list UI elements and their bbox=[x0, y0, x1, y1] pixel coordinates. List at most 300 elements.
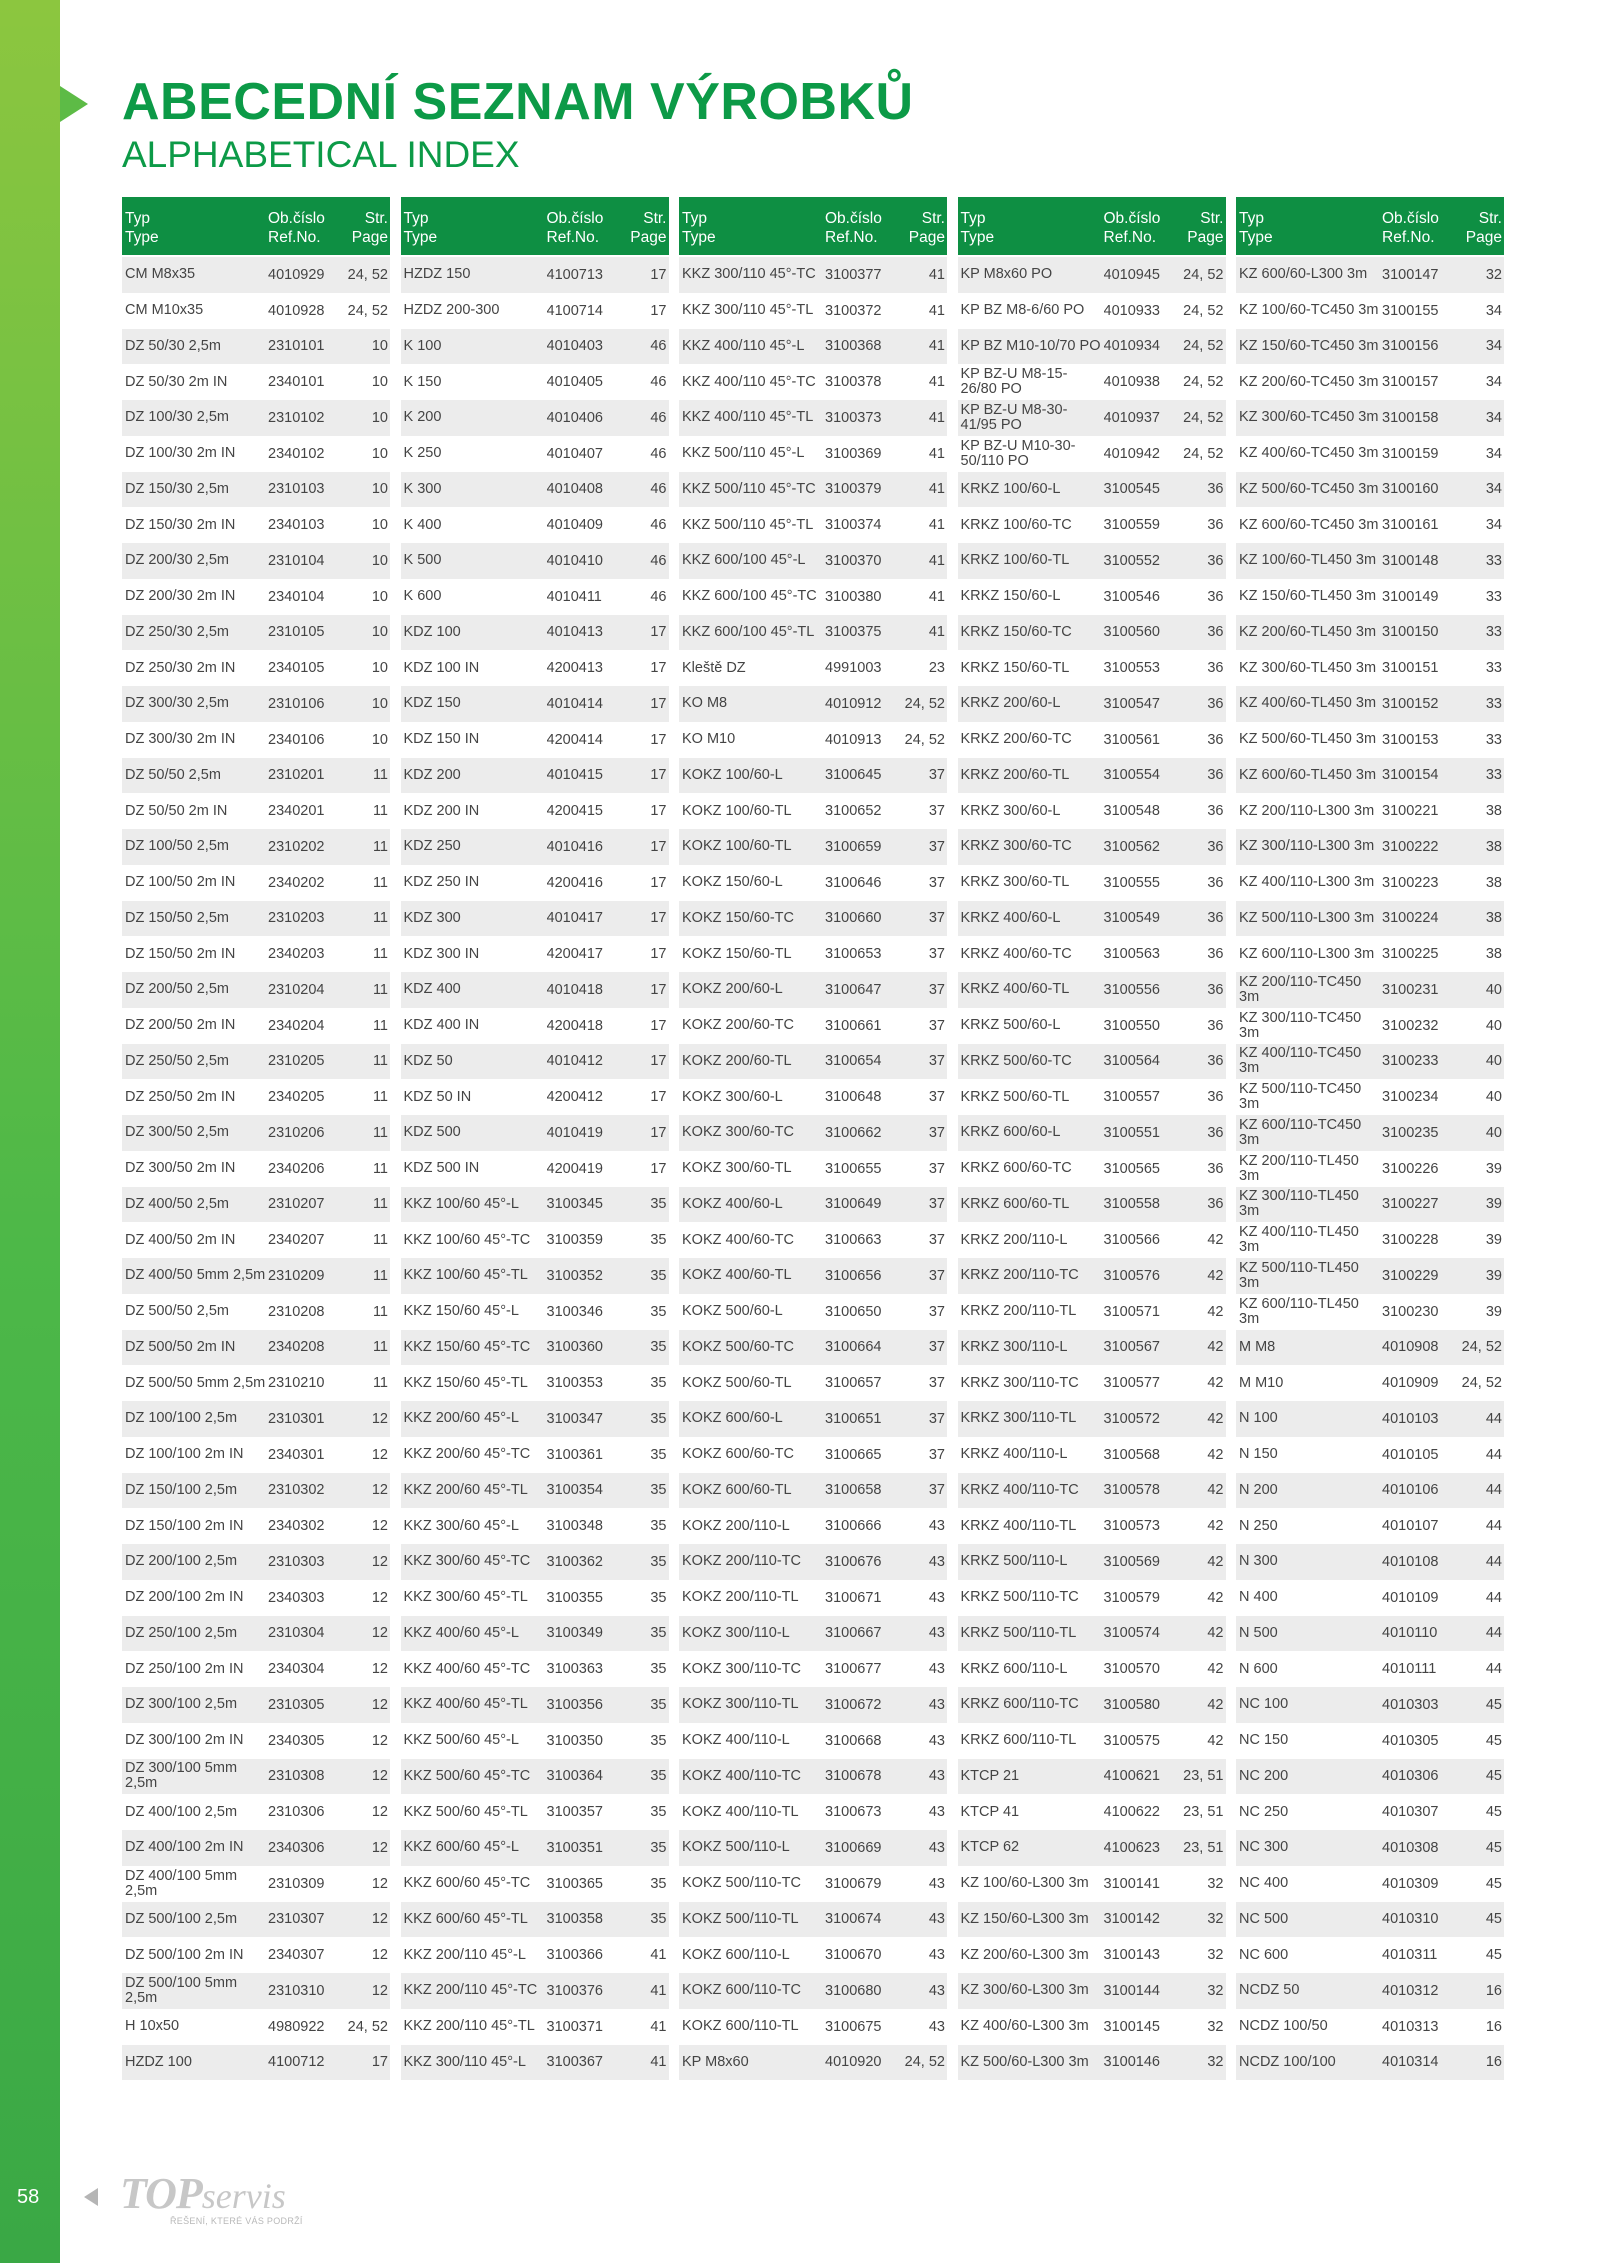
page-ref: 42 bbox=[1207, 1446, 1224, 1463]
page-ref: 44 bbox=[1485, 1482, 1502, 1499]
ref-number: 4010942 bbox=[1103, 445, 1160, 462]
product-type: DZ 500/100 2m IN bbox=[125, 1947, 244, 1963]
page-ref: 12 bbox=[371, 1804, 388, 1821]
page-ref: 11 bbox=[372, 1375, 388, 1392]
product-type: NCDZ 50 bbox=[1239, 1983, 1300, 1999]
table-row bbox=[958, 1794, 1226, 1830]
table-row bbox=[958, 1866, 1226, 1902]
product-type: N 600 bbox=[1239, 1661, 1278, 1677]
table-row bbox=[679, 686, 947, 722]
page-ref: 37 bbox=[928, 767, 945, 784]
table-row bbox=[679, 1973, 947, 2009]
ref-number: 3100367 bbox=[546, 2054, 603, 2071]
page-ref: 17 bbox=[650, 1089, 667, 1106]
table-row bbox=[1236, 1365, 1504, 1401]
ref-number: 4010913 bbox=[825, 731, 882, 748]
page-ref: 37 bbox=[928, 946, 945, 963]
ref-number: 4010303 bbox=[1382, 1696, 1439, 1713]
product-type: KDZ 500 IN bbox=[403, 1161, 480, 1177]
page-ref: 36 bbox=[1207, 1089, 1224, 1106]
ref-number: 2340303 bbox=[268, 1589, 325, 1606]
ref-number: 3100657 bbox=[825, 1375, 882, 1392]
page-ref: 46 bbox=[650, 445, 667, 462]
page-ref: 37 bbox=[928, 1196, 945, 1213]
product-type: DZ 400/100 2m IN bbox=[125, 1840, 244, 1856]
ref-number: 3100580 bbox=[1103, 1696, 1160, 1713]
page-ref: 35 bbox=[650, 1804, 667, 1821]
product-type: KKZ 100/60 45°-TC bbox=[403, 1232, 531, 1248]
ref-number: 2340208 bbox=[268, 1339, 325, 1356]
table-row bbox=[122, 1759, 390, 1795]
page-ref: 37 bbox=[928, 1124, 945, 1141]
page-ref: 24, 52 bbox=[1183, 302, 1224, 319]
page-ref: 17 bbox=[650, 767, 667, 784]
table-row bbox=[679, 329, 947, 365]
page-ref: 35 bbox=[650, 1410, 667, 1427]
table-row bbox=[401, 1365, 669, 1401]
product-type: KZ 600/110-TC450 3m bbox=[1239, 1117, 1362, 1148]
product-type: KP M8x60 bbox=[682, 2054, 749, 2070]
header-label: Str. bbox=[364, 210, 388, 227]
page-ref: 24, 52 bbox=[1183, 445, 1224, 462]
page-ref: 35 bbox=[650, 1661, 667, 1678]
ref-number: 2340105 bbox=[268, 660, 325, 677]
page-ref: 17 bbox=[650, 266, 667, 283]
table-row bbox=[401, 507, 669, 543]
ref-number: 3100377 bbox=[825, 266, 882, 283]
product-type: KOKZ 500/60-TC bbox=[682, 1339, 795, 1355]
page-ref: 11 bbox=[372, 981, 388, 998]
product-type: DZ 100/50 2,5m bbox=[125, 839, 229, 855]
ref-number: 3100545 bbox=[1103, 481, 1160, 498]
header-page bbox=[1460, 209, 1504, 255]
ref-number: 2310301 bbox=[268, 1410, 325, 1427]
product-type: DZ 50/50 2,5m bbox=[125, 767, 221, 783]
product-type: NC 150 bbox=[1239, 1733, 1289, 1749]
header-label: Type bbox=[960, 229, 995, 246]
product-type: DZ 400/100 5mm 2,5m bbox=[125, 1868, 238, 1899]
page-ref: 43 bbox=[928, 1804, 945, 1821]
header-type bbox=[122, 209, 268, 255]
page-ref: 11 bbox=[372, 838, 388, 855]
ref-number: 3100670 bbox=[825, 1947, 882, 1964]
page-ref: 42 bbox=[1207, 1625, 1224, 1642]
header-label: Type bbox=[403, 229, 438, 246]
page-ref: 24, 52 bbox=[1183, 374, 1224, 391]
page-ref: 35 bbox=[650, 1589, 667, 1606]
table-row bbox=[679, 1723, 947, 1759]
page-ref: 42 bbox=[1207, 1661, 1224, 1678]
ref-number: 4010415 bbox=[546, 767, 603, 784]
ref-number: 3100553 bbox=[1103, 660, 1160, 677]
page-ref: 11 bbox=[372, 874, 388, 891]
page-ref: 36 bbox=[1207, 517, 1224, 534]
table-row bbox=[679, 1044, 947, 1080]
ref-number: 3100658 bbox=[825, 1482, 882, 1499]
ref-number: 3100558 bbox=[1103, 1196, 1160, 1213]
page-ref: 23, 51 bbox=[1183, 1768, 1224, 1785]
product-type: KDZ 50 bbox=[403, 1053, 453, 1069]
product-type: KTCP 21 bbox=[960, 1768, 1020, 1784]
ref-number: 2340206 bbox=[268, 1160, 325, 1177]
product-type: KOKZ 400/110-L bbox=[682, 1733, 790, 1749]
page-ref: 16 bbox=[1485, 2018, 1502, 2035]
product-type: KKZ 200/60 45°-TL bbox=[403, 1482, 528, 1498]
table-row bbox=[679, 722, 947, 758]
ref-number: 3100351 bbox=[546, 1839, 603, 1856]
page-ref: 34 bbox=[1485, 374, 1502, 391]
table-row bbox=[1236, 1580, 1504, 1616]
table-row bbox=[401, 1723, 669, 1759]
page-ref: 24, 52 bbox=[904, 2054, 945, 2071]
ref-number: 3100222 bbox=[1382, 838, 1439, 855]
table-row bbox=[122, 257, 390, 293]
product-type: KRKZ 300/110-L bbox=[960, 1339, 1068, 1355]
product-type: KKZ 200/110 45°-TC bbox=[403, 1983, 538, 1999]
ref-number: 3100234 bbox=[1382, 1089, 1439, 1106]
product-type: DZ 500/100 2,5m bbox=[125, 1911, 238, 1927]
ref-number: 4010938 bbox=[1103, 374, 1160, 391]
header-ref-no bbox=[1104, 209, 1182, 255]
product-type: KRKZ 500/110-TC bbox=[960, 1590, 1079, 1606]
table-row bbox=[122, 293, 390, 329]
page-ref: 41 bbox=[928, 624, 945, 641]
product-type: KRKZ 200/60-TL bbox=[960, 767, 1070, 783]
product-type: KRKZ 600/110-TC bbox=[960, 1697, 1079, 1713]
table-row bbox=[958, 1008, 1226, 1044]
ref-number: 4100712 bbox=[268, 2054, 325, 2071]
ref-number: 3100673 bbox=[825, 1804, 882, 1821]
ref-number: 3100150 bbox=[1382, 624, 1439, 641]
page-ref: 44 bbox=[1485, 1589, 1502, 1606]
table-row bbox=[122, 1651, 390, 1687]
table-row bbox=[1236, 758, 1504, 794]
table-row bbox=[679, 543, 947, 579]
product-type: NC 600 bbox=[1239, 1947, 1289, 1963]
table-row bbox=[401, 329, 669, 365]
ref-number: 3100562 bbox=[1103, 838, 1160, 855]
page-ref: 32 bbox=[1207, 2054, 1224, 2071]
page-ref: 36 bbox=[1207, 1017, 1224, 1034]
table-row bbox=[679, 1473, 947, 1509]
page-ref: 44 bbox=[1485, 1518, 1502, 1535]
page-ref: 37 bbox=[928, 1375, 945, 1392]
table-row bbox=[958, 329, 1226, 365]
ref-number: 2310103 bbox=[268, 481, 325, 498]
page-ref: 40 bbox=[1485, 1124, 1502, 1141]
table-row bbox=[1236, 257, 1504, 293]
page-ref: 12 bbox=[371, 1589, 388, 1606]
table-row bbox=[1236, 1401, 1504, 1437]
table-row bbox=[401, 579, 669, 615]
product-type: KKZ 200/110 45°-TL bbox=[403, 2019, 535, 2035]
header-ref-no bbox=[268, 209, 346, 255]
page-ref: 42 bbox=[1207, 1553, 1224, 1570]
page-ref: 10 bbox=[371, 374, 388, 391]
ref-number: 4200417 bbox=[546, 946, 603, 963]
page-ref: 24, 52 bbox=[1461, 1375, 1502, 1392]
product-type: KOKZ 400/60-TC bbox=[682, 1232, 795, 1248]
ref-number: 3100146 bbox=[1103, 2054, 1160, 2071]
header-label: Ob.číslo bbox=[1382, 210, 1439, 227]
product-type: KOKZ 400/110-TC bbox=[682, 1768, 802, 1784]
header-type bbox=[958, 209, 1104, 255]
table-row bbox=[679, 650, 947, 686]
ref-number: 3100357 bbox=[546, 1804, 603, 1821]
table-row bbox=[1236, 472, 1504, 508]
ref-number: 3100667 bbox=[825, 1625, 882, 1642]
product-type: KOKZ 500/60-TL bbox=[682, 1375, 792, 1391]
page-ref: 33 bbox=[1485, 731, 1502, 748]
product-type: HZDZ 150 bbox=[403, 267, 471, 283]
table-row bbox=[401, 1759, 669, 1795]
ref-number: 3100156 bbox=[1382, 338, 1439, 355]
table-row bbox=[401, 615, 669, 651]
index-column bbox=[1236, 197, 1504, 2080]
ref-number: 3100564 bbox=[1103, 1053, 1160, 1070]
page-ref: 24, 52 bbox=[1183, 266, 1224, 283]
product-type: KKZ 600/100 45°-TL bbox=[682, 624, 815, 640]
header-label: Type bbox=[1239, 229, 1273, 246]
ref-number: 4010311 bbox=[1382, 1947, 1438, 1964]
ref-number: 3100346 bbox=[546, 1303, 603, 1320]
table-row bbox=[958, 1651, 1226, 1687]
product-type: DZ 300/30 2m IN bbox=[125, 732, 236, 748]
ref-number: 2310101 bbox=[268, 338, 325, 355]
product-type: NC 100 bbox=[1239, 1697, 1289, 1713]
table-row bbox=[679, 901, 947, 937]
table-row bbox=[679, 1187, 947, 1223]
page-ref: 45 bbox=[1485, 1911, 1502, 1928]
table-row bbox=[122, 579, 390, 615]
ref-number: 2340306 bbox=[268, 1839, 325, 1856]
ref-number: 2340203 bbox=[268, 946, 325, 963]
ref-number: 3100373 bbox=[825, 409, 882, 426]
logo-slogan: ŘEŠENÍ, KTERÉ VÁS PODRŽÍ bbox=[170, 2216, 303, 2226]
table-row bbox=[401, 1508, 669, 1544]
table-row bbox=[679, 1866, 947, 1902]
table-row bbox=[1236, 400, 1504, 436]
table-row bbox=[122, 686, 390, 722]
ref-number: 3100159 bbox=[1382, 445, 1439, 462]
page-ref: 33 bbox=[1485, 624, 1502, 641]
page-ref: 43 bbox=[928, 1839, 945, 1856]
page-ref: 43 bbox=[928, 1518, 945, 1535]
table-row bbox=[958, 507, 1226, 543]
ref-number: 4010403 bbox=[546, 338, 603, 355]
ref-number: 3100221 bbox=[1382, 803, 1439, 820]
ref-number: 2310201 bbox=[268, 767, 325, 784]
ref-number: 4200419 bbox=[546, 1160, 603, 1177]
ref-number: 4991003 bbox=[825, 660, 882, 677]
product-type: KZ 400/60-TC450 3m bbox=[1239, 446, 1379, 462]
ref-number: 4010108 bbox=[1382, 1553, 1439, 1570]
table-row bbox=[958, 793, 1226, 829]
page-ref: 11 bbox=[372, 1267, 388, 1284]
header-label: Ob.číslo bbox=[825, 210, 882, 227]
ref-number: 3100155 bbox=[1382, 302, 1439, 319]
ref-number: 2310105 bbox=[268, 624, 325, 641]
table-row bbox=[679, 1544, 947, 1580]
table-row bbox=[401, 972, 669, 1008]
product-type: KRKZ 400/60-TC bbox=[960, 946, 1072, 962]
table-row bbox=[122, 543, 390, 579]
product-type: KZ 300/110-L300 3m bbox=[1239, 839, 1375, 855]
page-ref: 36 bbox=[1207, 481, 1224, 498]
ref-number: 4100621 bbox=[1103, 1768, 1160, 1785]
page-ref: 41 bbox=[650, 1947, 667, 1964]
page-ref: 43 bbox=[928, 1696, 945, 1713]
page-ref: 11 bbox=[372, 1124, 388, 1141]
ref-number: 3100149 bbox=[1382, 588, 1439, 605]
ref-number: 3100651 bbox=[825, 1410, 882, 1427]
table-row bbox=[958, 1902, 1226, 1938]
table-row bbox=[401, 865, 669, 901]
product-type: KZ 400/110-L300 3m bbox=[1239, 875, 1375, 891]
table-row bbox=[401, 901, 669, 937]
table-row bbox=[401, 1330, 669, 1366]
page-number: 58 bbox=[17, 2186, 40, 2208]
page-ref: 17 bbox=[650, 1124, 667, 1141]
product-type: KKZ 100/60 45°-L bbox=[403, 1196, 519, 1212]
page-ref: 46 bbox=[650, 588, 667, 605]
table-row bbox=[401, 1187, 669, 1223]
page-ref: 36 bbox=[1207, 624, 1224, 641]
page-ref: 12 bbox=[371, 1625, 388, 1642]
page-ref: 41 bbox=[928, 266, 945, 283]
page-ref: 10 bbox=[371, 660, 388, 677]
table-row bbox=[401, 1902, 669, 1938]
table-row bbox=[1236, 1187, 1504, 1223]
table-header bbox=[679, 197, 947, 255]
header-page bbox=[346, 209, 390, 255]
page-ref: 12 bbox=[371, 1661, 388, 1678]
product-type: NCDZ 100/100 bbox=[1239, 2054, 1336, 2070]
ref-number: 4010908 bbox=[1382, 1339, 1439, 1356]
page-ref: 24, 52 bbox=[347, 302, 388, 319]
table-row bbox=[679, 364, 947, 400]
product-type: DZ 300/50 2m IN bbox=[125, 1161, 236, 1177]
ref-number: 3100144 bbox=[1103, 1982, 1160, 1999]
table-row bbox=[679, 615, 947, 651]
ref-number: 2340205 bbox=[268, 1089, 325, 1106]
product-type: KZ 400/60-L300 3m bbox=[960, 2019, 1089, 2035]
product-type: KOKZ 300/60-L bbox=[682, 1089, 783, 1105]
product-type: N 150 bbox=[1239, 1447, 1278, 1463]
table-row bbox=[1236, 1437, 1504, 1473]
table-row bbox=[122, 829, 390, 865]
product-type: KOKZ 600/60-L bbox=[682, 1411, 783, 1427]
table-row bbox=[122, 1044, 390, 1080]
page-ref: 16 bbox=[1485, 1982, 1502, 1999]
ref-number: 2340307 bbox=[268, 1947, 325, 1964]
table-row bbox=[679, 793, 947, 829]
ref-number: 3100661 bbox=[825, 1017, 882, 1034]
page-ref: 11 bbox=[372, 803, 388, 820]
page-ref: 35 bbox=[650, 1303, 667, 1320]
ref-number: 3100371 bbox=[546, 2018, 603, 2035]
page-ref: 33 bbox=[1485, 767, 1502, 784]
page-ref: 37 bbox=[928, 910, 945, 927]
ref-number: 2310204 bbox=[268, 981, 325, 998]
product-type: KOKZ 100/60-L bbox=[682, 767, 783, 783]
ref-number: 3100579 bbox=[1103, 1589, 1160, 1606]
page-ref: 12 bbox=[371, 1947, 388, 1964]
table-row bbox=[401, 722, 669, 758]
table-row bbox=[122, 2045, 390, 2081]
ref-number: 4010312 bbox=[1382, 1982, 1439, 1999]
ref-number: 3100671 bbox=[825, 1589, 882, 1606]
ref-number: 3100151 bbox=[1382, 660, 1439, 677]
page-ref: 43 bbox=[928, 1911, 945, 1928]
page-ref: 17 bbox=[650, 874, 667, 891]
header-ref-no bbox=[1382, 209, 1460, 255]
product-type: KKZ 300/60 45°-TC bbox=[403, 1554, 531, 1570]
ref-number: 3100672 bbox=[825, 1696, 882, 1713]
product-type: KZ 600/110-L300 3m bbox=[1239, 946, 1375, 962]
table-row bbox=[401, 758, 669, 794]
page-ref: 35 bbox=[650, 1446, 667, 1463]
page-ref: 41 bbox=[928, 552, 945, 569]
page-ref: 10 bbox=[371, 409, 388, 426]
ref-number: 3100573 bbox=[1103, 1518, 1160, 1535]
page-ref: 10 bbox=[371, 517, 388, 534]
logo-servis: servis bbox=[201, 2176, 286, 2216]
ref-number: 3100157 bbox=[1382, 374, 1439, 391]
ref-number: 4200416 bbox=[546, 874, 603, 891]
ref-number: 3100677 bbox=[825, 1661, 882, 1678]
ref-number: 4010306 bbox=[1382, 1768, 1439, 1785]
table-row bbox=[1236, 543, 1504, 579]
product-type: DZ 100/100 2m IN bbox=[125, 1447, 244, 1463]
product-type: KKZ 400/60 45°-TC bbox=[403, 1661, 531, 1677]
product-type: KZ 200/60-L300 3m bbox=[960, 1947, 1089, 1963]
table-row bbox=[679, 2009, 947, 2045]
product-type: KRKZ 500/110-L bbox=[960, 1554, 1068, 1570]
page-ref: 34 bbox=[1485, 409, 1502, 426]
product-type: N 400 bbox=[1239, 1590, 1278, 1606]
ref-number: 4010937 bbox=[1103, 409, 1160, 426]
header-page bbox=[903, 209, 947, 255]
page-ref: 37 bbox=[928, 1339, 945, 1356]
table-row bbox=[122, 1151, 390, 1187]
table-row bbox=[958, 615, 1226, 651]
product-type: DZ 500/50 2m IN bbox=[125, 1339, 236, 1355]
ref-number: 3100154 bbox=[1382, 767, 1439, 784]
ref-number: 3100160 bbox=[1382, 481, 1439, 498]
table-row bbox=[401, 1294, 669, 1330]
product-type: KZ 400/110-TL450 3m bbox=[1239, 1225, 1359, 1256]
header-label: Ref.No. bbox=[268, 229, 321, 246]
product-type: DZ 250/50 2m IN bbox=[125, 1089, 236, 1105]
table-row bbox=[401, 1473, 669, 1509]
ref-number: 3100225 bbox=[1382, 946, 1439, 963]
header-label: Ref.No. bbox=[1103, 229, 1157, 246]
page-ref: 17 bbox=[650, 838, 667, 855]
ref-number: 3100145 bbox=[1103, 2018, 1160, 2035]
logo-top: TOP bbox=[120, 2169, 202, 2218]
product-type: KOKZ 600/60-TL bbox=[682, 1482, 792, 1498]
product-type: KDZ 500 bbox=[403, 1125, 461, 1141]
side-color-bar bbox=[0, 0, 60, 2263]
product-type: KKZ 300/60 45°-L bbox=[403, 1518, 519, 1534]
page-ref: 11 bbox=[372, 946, 388, 963]
product-type: KRKZ 200/60-L bbox=[960, 696, 1061, 712]
ref-number: 3100561 bbox=[1103, 731, 1160, 748]
product-type: KZ 200/110-TC450 3m bbox=[1239, 974, 1362, 1005]
page-ref: 44 bbox=[1485, 1661, 1502, 1678]
product-type: KP BZ M10-10/70 PO bbox=[960, 338, 1101, 354]
